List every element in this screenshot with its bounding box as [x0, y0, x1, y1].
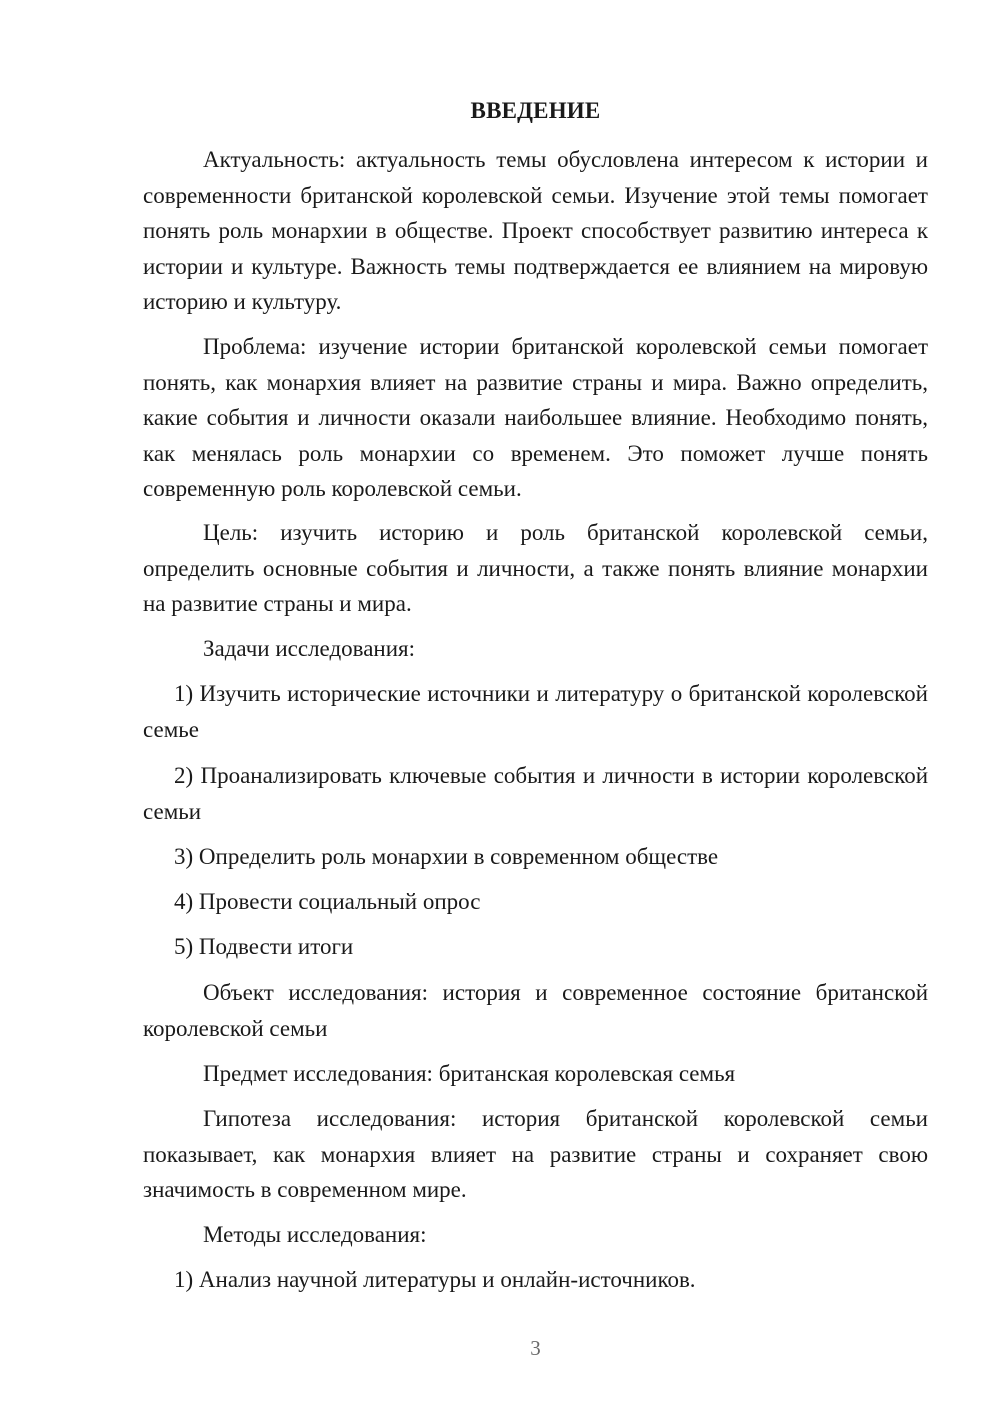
- list-item: 4) Провести социальный опрос: [174, 889, 481, 914]
- methods-heading: Методы исследования:: [203, 1222, 427, 1247]
- list-item: 2) Проанализировать ключевые события и личности в истории королевской семьи: [143, 763, 928, 824]
- paragraph-hypothesis: Гипотеза исследования: история британской королевской семьи показывает, как монархия влияет на развитие страны и сохраняет свою значимость в современном мире.: [143, 1106, 928, 1203]
- list-item: 5) Подвести итоги: [174, 934, 354, 959]
- list-item: 1) Изучить исторические источники и литературу о британской королевской семье: [143, 681, 928, 742]
- paragraph-problem: Проблема: изучение истории британской королевской семьи помогает понять, как монархия влияет на развитие страны и мира. Важно определить, какие события и личности оказали наибольшее влияние. Необходимо понять, как менялась роль монархии со временем. Это поможет лучше понять современную роль королевской семьи.: [143, 334, 928, 502]
- list-item: 3) Определить роль монархии в современном обществе: [174, 844, 719, 869]
- paragraph-goal: Цель: изучить историю и роль британской королевской семьи, определить основные события и личности, а также понять влияние монархии на развитие страны и мира.: [143, 520, 928, 617]
- list-item: 1) Анализ научной литературы и онлайн-источников.: [174, 1267, 696, 1292]
- paragraph-object: Объект исследования: история и современное состояние британской королевской семьи: [143, 980, 928, 1041]
- page-title: ВВЕДЕНИЕ: [470, 98, 601, 123]
- paragraph-relevance: Актуальность: актуальность темы обусловлена интересом к истории и современности британской королевской семьи. Изучение этой темы помогает понять роль монархии в обществе. Проект способствует развитию интереса к истории и культуре. Важность темы подтверждается ее влиянием на мировую историю и культуру.: [143, 147, 928, 315]
- paragraph-subject: Предмет исследования: британская королевская семья: [203, 1061, 736, 1086]
- page-number: 3: [530, 1336, 541, 1360]
- tasks-heading: Задачи исследования:: [203, 636, 416, 661]
